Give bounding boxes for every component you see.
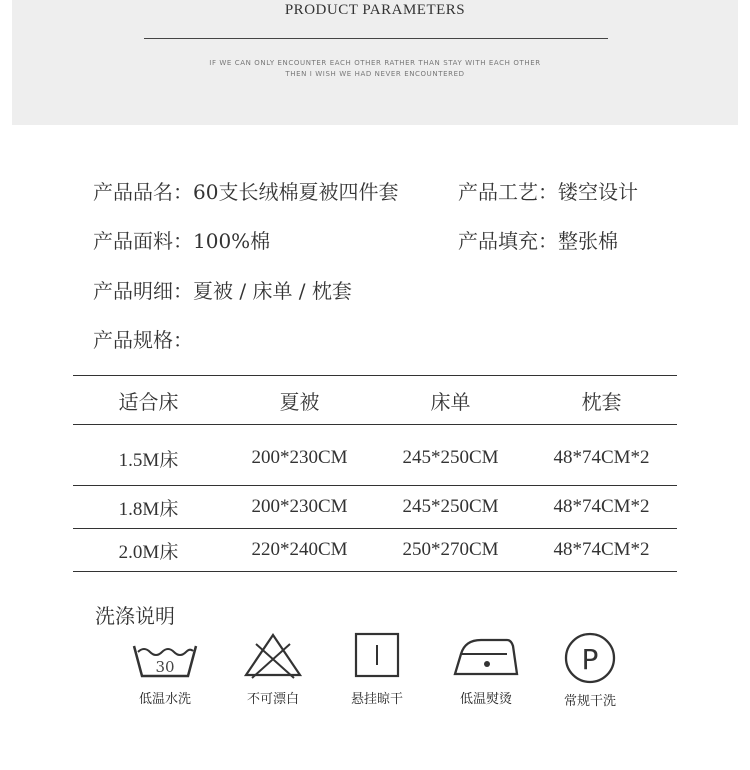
param-spec xyxy=(93,328,193,352)
param-label: 产品填充： xyxy=(458,229,558,253)
wash-label: 不可漂白 xyxy=(246,692,299,707)
param-label: 产品明细： xyxy=(93,279,193,303)
table-cell: 1.8M床 xyxy=(73,486,224,529)
table-row xyxy=(73,425,677,486)
wash-item-no-bleach xyxy=(223,630,323,707)
dry-clean-letter: P xyxy=(581,643,599,676)
wash-label: 常规干洗 xyxy=(563,694,616,709)
table-cell: 245*250CM xyxy=(375,425,526,486)
wash-item-low-temp xyxy=(115,630,215,707)
param-value: 镂空设计 xyxy=(558,180,638,204)
table-row xyxy=(73,529,677,572)
table-cell: 200*230CM xyxy=(224,486,375,529)
wash-item-hang-dry xyxy=(327,630,427,707)
wash-label: 低温熨烫 xyxy=(459,692,512,707)
param-filling xyxy=(458,229,618,253)
param-craft xyxy=(458,180,638,204)
iron-low-icon xyxy=(451,630,521,680)
wash-title: 洗涤说明 xyxy=(95,604,175,628)
wash-temp-text: 30 xyxy=(155,658,175,676)
param-label: 产品规格： xyxy=(93,328,193,352)
dry-clean-icon xyxy=(555,630,625,684)
table-cell: 200*230CM xyxy=(224,425,375,486)
wash-item-dry-clean xyxy=(540,630,640,709)
table-header-row xyxy=(73,376,677,425)
header-cell-quilt: 夏被 xyxy=(224,376,375,425)
wash-label: 低温水洗 xyxy=(138,692,191,707)
param-label: 产品品名： xyxy=(93,180,193,204)
param-label: 产品工艺： xyxy=(458,180,558,204)
param-value: 整张棉 xyxy=(558,229,618,253)
header-divider xyxy=(144,38,608,39)
param-product-name xyxy=(93,180,398,204)
header-subtitle-line2: THEN I WISH WE HAD NEVER ENCOUNTERED xyxy=(285,70,465,78)
hang-dry-icon xyxy=(342,630,412,680)
table-cell: 220*240CM xyxy=(224,529,375,572)
table-cell: 250*270CM xyxy=(375,529,526,572)
no-bleach-icon xyxy=(238,630,308,680)
param-value: 100%棉 xyxy=(193,229,271,253)
table-cell: 1.5M床 xyxy=(73,425,224,486)
header-cell-pillowcase: 枕套 xyxy=(526,376,677,425)
header-title: PRODUCT PARAMETERS xyxy=(284,2,466,18)
wash-item-iron-low xyxy=(436,630,536,707)
param-value: 夏被 / 床单 / 枕套 xyxy=(193,279,352,303)
param-fabric xyxy=(93,229,270,253)
table-row xyxy=(73,486,677,529)
table-cell: 48*74CM*2 xyxy=(526,425,677,486)
table-cell: 48*74CM*2 xyxy=(526,486,677,529)
size-table xyxy=(73,375,677,572)
header-subtitle-line1: IF WE CAN ONLY ENCOUNTER EACH OTHER RATHER THAN STAY WITH EACH OTHER xyxy=(209,59,541,67)
table-cell: 2.0M床 xyxy=(73,529,224,572)
param-detail xyxy=(93,279,352,303)
header-cell-sheet: 床单 xyxy=(375,376,526,425)
param-value: 60支长绒棉夏被四件套 xyxy=(193,180,399,204)
table-cell: 48*74CM*2 xyxy=(526,529,677,572)
param-label: 产品面料： xyxy=(93,229,193,253)
table-cell: 245*250CM xyxy=(375,486,526,529)
header-cell-bed: 适合床 xyxy=(73,376,224,425)
wash-tub-icon xyxy=(130,630,200,680)
wash-label: 悬挂晾干 xyxy=(350,692,403,707)
